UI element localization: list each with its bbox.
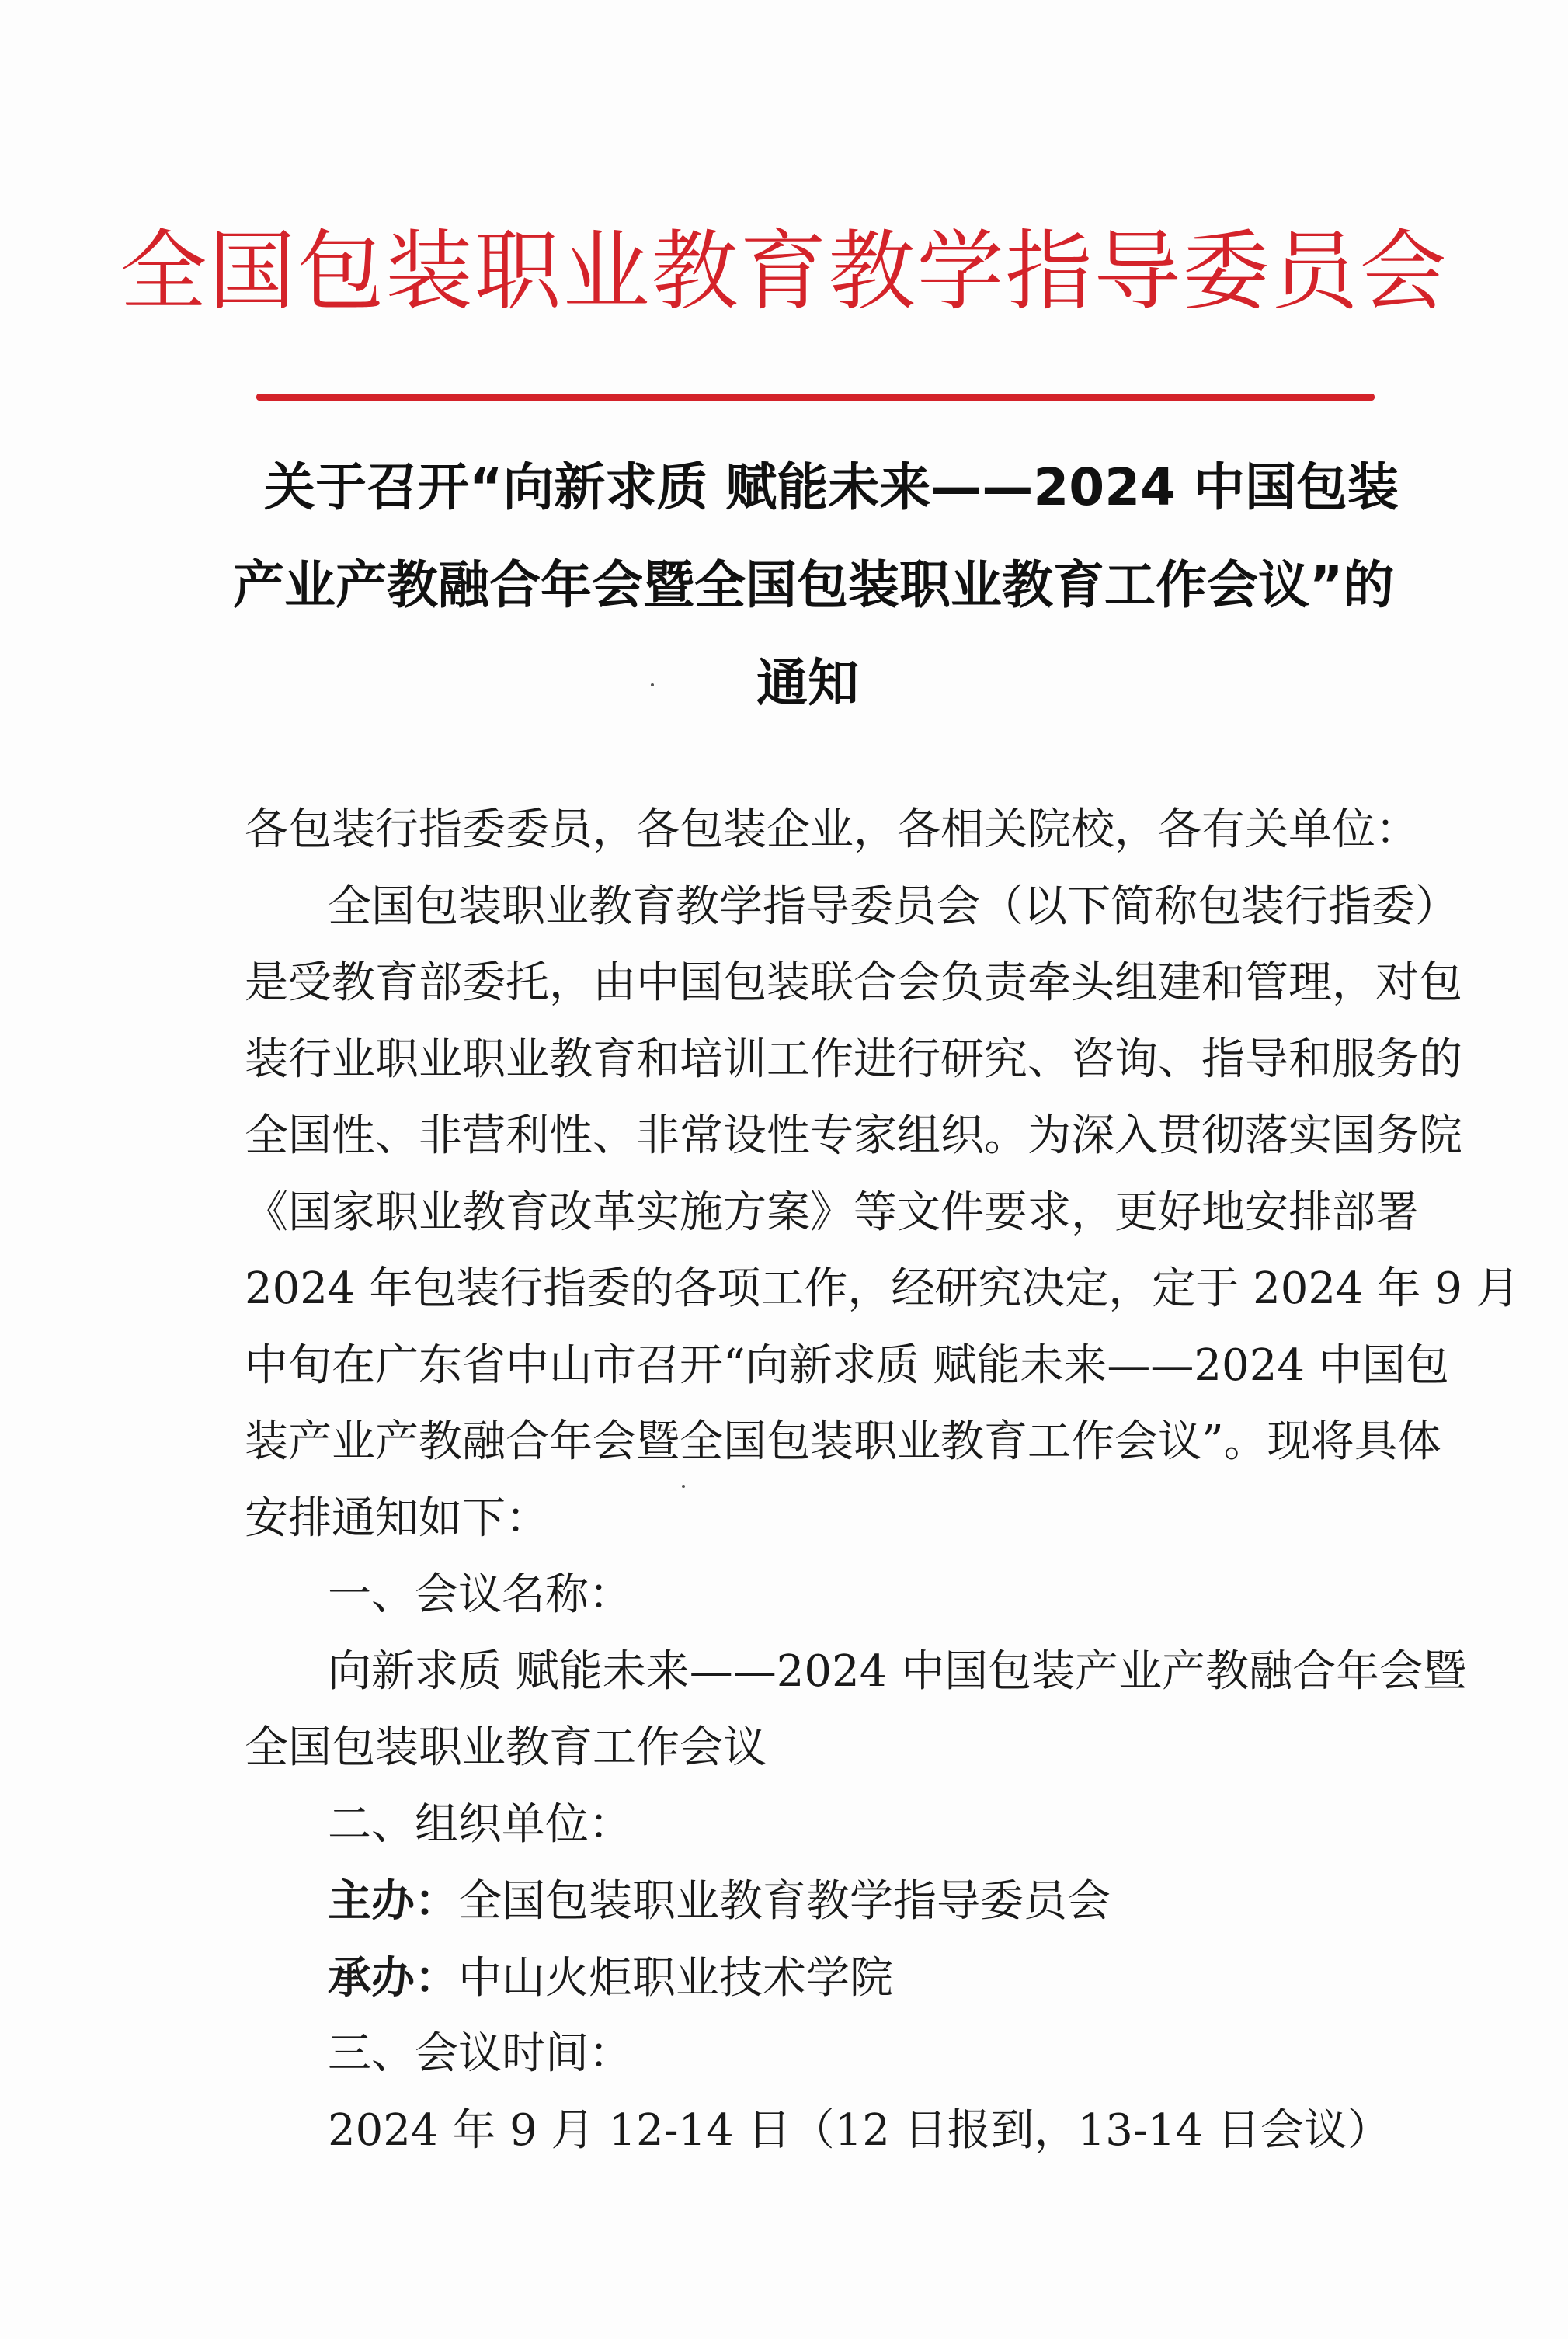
intro-line: 装行业职业职业教育和培训工作进行研究、咨询、指导和服务的 bbox=[245, 1034, 1462, 1085]
scan-speck bbox=[682, 1485, 685, 1488]
title-line-3: 通知 bbox=[756, 653, 859, 713]
document-body bbox=[245, 792, 1520, 2169]
section-heading-meeting-time: 三、会议时间： bbox=[328, 2028, 632, 2079]
organizer-line bbox=[245, 1940, 1371, 2017]
organization-header: 全国包装职业教育教学指导委员会 bbox=[120, 221, 1448, 322]
document-title bbox=[233, 439, 1399, 732]
host-value: 全国包装职业教育教学指导委员会 bbox=[458, 1876, 1111, 1927]
intro-line: 安排通知如下： bbox=[245, 1493, 549, 1544]
intro-line: 全国包装职业教育教学指导委员会（以下简称包装行指委） bbox=[328, 881, 1458, 932]
intro-line: 装产业产教融合年会暨全国包装职业教育工作会议”。现将具体 bbox=[245, 1416, 1441, 1467]
section-heading-meeting-name: 一、会议名称： bbox=[328, 1569, 632, 1620]
intro-line: 全国性、非营利性、非常设性专家组织。为深入贯彻落实国务院 bbox=[245, 1110, 1462, 1161]
host-line bbox=[245, 1863, 1371, 1940]
title-line-1: 关于召开“向新求质 赋能未来——2024 中国包装 bbox=[264, 457, 1399, 517]
salutation: 各包装行指委委员，各包装企业，各相关院校，各有关单位： bbox=[245, 805, 1419, 855]
section-heading-organizers: 二、组织单位： bbox=[328, 1799, 632, 1850]
organizer-label: 承办： bbox=[328, 1951, 458, 2004]
host-label: 主办： bbox=[328, 1875, 458, 1927]
intro-line: 中旬在广东省中山市召开“向新求质 赋能未来——2024 中国包 bbox=[245, 1340, 1449, 1391]
red-divider-rule bbox=[256, 394, 1375, 401]
organizer-value: 中山火炬职业技术学院 bbox=[458, 1952, 893, 2004]
intro-line: 《国家职业教育改革实施方案》等文件要求，更好地安排部署 bbox=[245, 1187, 1419, 1238]
scan-speck bbox=[651, 683, 654, 686]
meeting-name-line: 向新求质 赋能未来——2024 中国包装产业产教融合年会暨 bbox=[328, 1646, 1467, 1697]
title-line-2: 产业产教融合年会暨全国包装职业教育工作会议”的 bbox=[233, 555, 1395, 615]
intro-line: 2024 年包装行指委的各项工作，经研究决定，定于 2024 年 9 月 bbox=[245, 1263, 1520, 1314]
intro-line: 是受教育部委托，由中国包装联合会负责牵头组建和管理，对包 bbox=[245, 957, 1462, 1008]
meeting-name-line: 全国包装职业教育工作会议 bbox=[245, 1722, 767, 1773]
meeting-time-line: 2024 年 9 月 12-14 日（12 日报到，13-14 日会议） bbox=[328, 2104, 1391, 2156]
